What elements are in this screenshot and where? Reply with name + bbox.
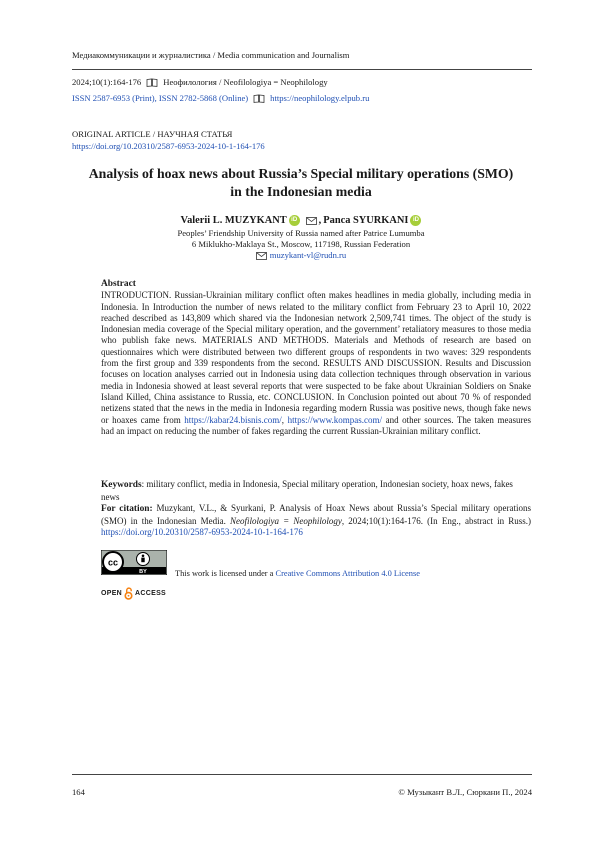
issn-text: ISSN 2587-6953 (Print), ISSN 2782-5868 (Online) — [72, 93, 249, 103]
open-book-icon — [253, 94, 265, 103]
author-email-link[interactable]: muzykant-vl@rudn.ru — [269, 250, 347, 261]
citation-journal: Neofilologiya = Neophilology — [230, 515, 342, 526]
mail-icon[interactable] — [306, 217, 317, 225]
journal-header — [72, 49, 532, 104]
open-access-logo — [101, 585, 181, 601]
issue-number: 2024;10(1):164-176 — [72, 77, 142, 87]
page-footer — [72, 786, 532, 798]
abstract-link-separator: , — [281, 414, 288, 425]
citation-label: For citation: — [101, 504, 153, 514]
header-divider — [72, 69, 532, 70]
keywords-section — [101, 479, 531, 503]
license-prefix: This work is licensed under a — [175, 569, 276, 578]
author-1-name: Valerii L. MUZYKANT — [180, 215, 287, 226]
cc-license-link[interactable]: Creative Commons Attribution 4.0 License — [275, 569, 420, 578]
journal-website-link[interactable]: https://neophilology.elpub.ru — [270, 93, 370, 103]
title-line-1: Analysis of hoax news about Russia’s Special military operations (SMO) — [88, 166, 514, 181]
email-line — [72, 250, 530, 261]
article-doi-link[interactable]: https://doi.org/10.20310/2587-6953-2024-10-1-164-176 — [72, 140, 265, 151]
affiliation-line-1: Peoples’ Friendship University of Russia named after Patrice Lumumba — [177, 228, 425, 238]
license-text — [175, 568, 420, 579]
keywords-text: : military conflict, media in Indonesia, Special military operation, Indonesian society, hoax news, fakes news — [101, 479, 513, 502]
citation-text-2: , 2024;10(1):164-176. (In Eng., abstract in Russ.) — [341, 515, 532, 526]
orcid-icon[interactable]: iD — [410, 215, 421, 226]
authors-block — [72, 213, 530, 262]
orcid-icon[interactable]: iD — [289, 215, 300, 226]
citation-doi-link[interactable]: https://doi.org/10.20310/2587-6953-2024-10-1-164-176 — [101, 527, 303, 538]
copyright: © Музыкант В.Л., Сюркани П., 2024 — [398, 787, 532, 797]
author-separator: , — [318, 215, 322, 226]
journal-section: Медиакоммуникации и журналистика / Media communication and Journalism — [72, 50, 350, 60]
cc-text: cc — [107, 557, 119, 568]
open-access-access: ACCESS — [135, 589, 167, 597]
affiliation-line-2: 6 Miklukho-Maklaya St., Moscow, 117198, Russian Federation — [191, 239, 411, 250]
article-title — [72, 165, 530, 201]
author-names — [72, 213, 530, 228]
article-meta — [72, 129, 265, 152]
title-line-2: in the Indonesian media — [230, 184, 372, 199]
journal-name: Неофилология / Neofilologiya = Neophilology — [163, 77, 328, 87]
abstract-text: INTRODUCTION. Russian-Ukrainian military conflict often makes headlines in media globally, including media in Indonesia. In Introduction the number of news related to the military conflict from February 23 to April 10, 2022 reached described as 143,809 which shared via the Indonesian network 2,509,741 times. The object of the study is Indonesian media coverage of the Special military operation, and the government’ retaliatory measures to those media who publish fake news. MATERIALS AND METHODS. Materials and Methods of research are based on questionnaires which were distributed between two different groups of respondents in two waves: 329 respondents from the first group and 339 respondents from the second. RESULTS AND DISCUSSION. Results and Discussion focuses on location analyses carried out in Indonesia using data collection techniques through observation in various media in Indonesia showed at least several reports that were suspected to be fake about Ukrainian Soldiers on Snake Island Killed, China assistance to Russia, etc. CONCLUSION. In Conclusion pointed out about 70 % of responded netizens stated that the news in the media in Indonesia regarding modern Russia was positive news, though fake news or hoaxes came from — [101, 290, 531, 425]
abstract-text-end: and other sources. The taken measures had an impact on reducing the number of fakes regarding the current Russian-Ukrainian military conflict. — [101, 414, 531, 436]
open-lock-icon — [124, 587, 133, 600]
issue-info — [72, 76, 532, 88]
issn-info — [72, 92, 532, 104]
citation-section — [101, 503, 531, 539]
open-access-open: OPEN — [101, 589, 123, 597]
author-2-name: Panca SYURKANI — [323, 215, 409, 226]
page-number: 164 — [72, 787, 85, 797]
open-book-icon — [146, 78, 158, 87]
footer-divider — [72, 774, 532, 775]
kabar24-link[interactable]: https://kabar24.bisnis.com/ — [184, 414, 282, 425]
article-type: ORIGINAL ARTICLE / НАУЧНАЯ СТАТЬЯ — [72, 129, 233, 139]
by-text: BY — [139, 569, 147, 575]
citation-text: Muzykant, V.L., & Syurkani, P. Analysis of Hoax News about Russia’s Special military operations (SMO) in the Indonesian Media. — [101, 503, 532, 526]
cc-by-badge-icon[interactable] — [101, 550, 167, 575]
mail-icon — [256, 252, 267, 260]
abstract-heading: Abstract — [101, 279, 136, 289]
abstract-body — [101, 290, 531, 437]
keywords-label: Keywords — [101, 480, 142, 490]
abstract-section — [101, 279, 531, 437]
kompas-link[interactable]: https://www.kompas.com/ — [287, 414, 383, 425]
